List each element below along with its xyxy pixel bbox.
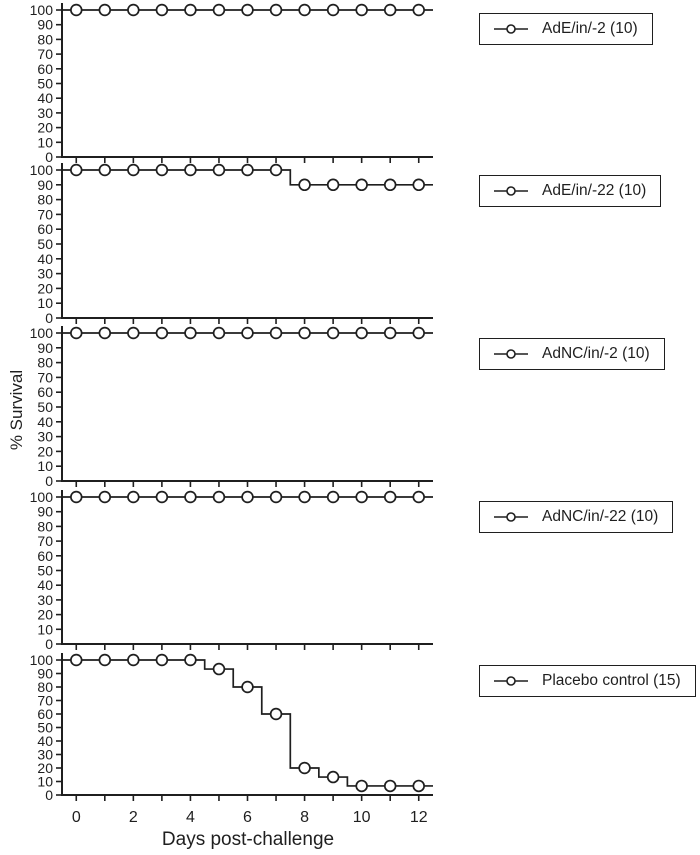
- y-tick-label: 40: [37, 413, 53, 430]
- legend-line-circle-icon: [493, 185, 529, 197]
- data-point-marker: [185, 655, 196, 666]
- y-tick-label: 50: [37, 236, 53, 252]
- data-point-marker: [156, 5, 167, 16]
- y-tick-label: 80: [37, 191, 53, 208]
- data-point-marker: [128, 492, 139, 503]
- axis-spines: [62, 326, 433, 481]
- legend-label: AdE/in/-2 (10): [542, 20, 638, 37]
- y-tick-label: 50: [37, 719, 53, 736]
- axis-spines: [62, 490, 433, 644]
- data-point-marker: [356, 781, 367, 792]
- data-point-marker: [271, 709, 282, 720]
- data-point-marker: [299, 179, 310, 190]
- data-point-marker: [242, 682, 253, 693]
- y-tick-label: 20: [37, 119, 53, 136]
- y-tick-label: 40: [37, 733, 53, 749]
- x-tick-label: 10: [352, 809, 371, 826]
- data-point-marker: [271, 328, 282, 339]
- axis-spines: [62, 653, 433, 795]
- data-point-marker: [385, 179, 396, 190]
- y-tick-label: 60: [37, 384, 53, 401]
- panel-3: [30, 325, 433, 489]
- data-point-marker: [356, 179, 367, 190]
- data-point-marker: [385, 5, 396, 16]
- data-point-marker: [413, 5, 424, 16]
- legend-label: AdE/in/-22 (10): [542, 182, 647, 199]
- data-point-marker: [328, 328, 339, 339]
- survival-step-line: [62, 660, 433, 786]
- data-point-marker: [99, 5, 110, 16]
- legend-line-circle-icon: [493, 23, 529, 35]
- x-tick-label: 4: [185, 809, 195, 826]
- y-tick-label: 10: [37, 134, 53, 151]
- data-point-marker: [299, 328, 310, 339]
- y-tick-label: 50: [37, 399, 53, 415]
- y-tick-label: 40: [37, 250, 53, 267]
- y-tick-label: 30: [37, 104, 53, 121]
- legend-box-adnc-in-2: [479, 338, 665, 370]
- data-point-marker: [156, 165, 167, 176]
- y-tick-label: 20: [37, 280, 53, 297]
- data-point-marker: [413, 781, 424, 792]
- data-point-marker: [71, 165, 82, 176]
- y-tick-label: 20: [37, 443, 53, 460]
- data-point-marker: [356, 5, 367, 16]
- data-point-marker: [99, 328, 110, 339]
- y-tick-label: 10: [37, 773, 53, 790]
- data-point-marker: [413, 328, 424, 339]
- data-point-marker: [299, 763, 310, 774]
- data-point-marker: [413, 179, 424, 190]
- y-tick-label: 20: [37, 760, 53, 776]
- data-point-marker: [242, 5, 253, 16]
- data-point-marker: [185, 492, 196, 503]
- data-point-marker: [128, 328, 139, 339]
- y-tick-label: 0: [45, 473, 53, 489]
- y-tick-label: 70: [37, 692, 53, 709]
- x-tick-label: 8: [300, 809, 310, 826]
- data-point-marker: [385, 328, 396, 339]
- y-tick-label: 90: [37, 339, 53, 356]
- data-point-marker: [242, 165, 253, 176]
- data-point-marker: [299, 5, 310, 16]
- data-point-marker: [156, 492, 167, 503]
- y-tick-label: 80: [37, 31, 53, 48]
- y-tick-label: 70: [37, 206, 53, 223]
- y-tick-label: 30: [37, 428, 53, 445]
- data-point-marker: [214, 165, 225, 176]
- y-tick-label: 30: [37, 746, 53, 763]
- data-point-marker: [242, 492, 253, 503]
- panel-5: [30, 652, 433, 826]
- y-tick-label: 40: [37, 90, 53, 107]
- y-tick-label: 10: [37, 621, 53, 638]
- data-point-marker: [185, 5, 196, 16]
- y-tick-label: 90: [37, 176, 53, 193]
- data-point-marker: [156, 655, 167, 666]
- y-tick-label: 100: [29, 2, 53, 18]
- data-point-marker: [413, 492, 424, 503]
- x-tick-label: 12: [409, 809, 428, 826]
- data-point-marker: [99, 655, 110, 666]
- data-point-marker: [328, 179, 339, 190]
- panel-2: [30, 162, 433, 326]
- panel-1: [30, 2, 433, 165]
- y-tick-label: 0: [45, 310, 53, 326]
- legend-label: Placebo control (15): [542, 672, 681, 689]
- data-point-marker: [328, 5, 339, 16]
- x-axis-title: Days post-challenge: [161, 829, 335, 850]
- y-tick-label: 0: [45, 787, 53, 803]
- legend-line-circle-icon: [493, 348, 529, 360]
- y-tick-label: 60: [37, 706, 53, 722]
- axis-spines: [62, 163, 433, 318]
- y-tick-label: 90: [37, 503, 53, 520]
- y-tick-label: 70: [37, 533, 53, 550]
- y-tick-label: 100: [29, 162, 53, 178]
- y-tick-label: 50: [37, 75, 53, 92]
- data-point-marker: [328, 772, 339, 783]
- y-tick-label: 70: [37, 369, 53, 386]
- y-tick-label: 30: [37, 265, 53, 282]
- y-axis-title: % Survival: [7, 369, 26, 451]
- x-tick-label: 2: [128, 809, 138, 826]
- y-tick-label: 20: [37, 606, 53, 623]
- x-tick-label: 6: [243, 809, 252, 826]
- data-point-marker: [214, 328, 225, 339]
- data-point-marker: [71, 655, 82, 666]
- data-point-marker: [185, 328, 196, 339]
- data-point-marker: [214, 5, 225, 16]
- legend-box-adnc-in-22: [479, 501, 673, 533]
- y-tick-label: 100: [29, 652, 53, 668]
- data-point-marker: [242, 328, 253, 339]
- y-tick-label: 100: [29, 325, 53, 341]
- data-point-marker: [271, 5, 282, 16]
- legend-label: AdNC/in/-22 (10): [542, 508, 659, 525]
- data-point-marker: [271, 165, 282, 176]
- y-tick-label: 30: [37, 591, 53, 608]
- x-tick-label: 0: [71, 809, 81, 826]
- legend-line-circle-icon: [493, 675, 529, 687]
- y-tick-label: 80: [37, 679, 53, 695]
- y-tick-label: 80: [37, 354, 53, 371]
- panel-4: [30, 489, 433, 652]
- legend-line-circle-icon: [493, 511, 529, 523]
- data-point-marker: [299, 492, 310, 503]
- y-tick-label: 10: [37, 295, 53, 312]
- data-point-marker: [356, 492, 367, 503]
- data-point-marker: [128, 655, 139, 666]
- y-tick-label: 0: [45, 149, 53, 165]
- data-point-marker: [356, 328, 367, 339]
- data-point-marker: [99, 492, 110, 503]
- data-point-marker: [99, 165, 110, 176]
- y-tick-label: 60: [37, 221, 53, 238]
- data-point-marker: [328, 492, 339, 503]
- data-point-marker: [385, 781, 396, 792]
- y-tick-label: 80: [37, 518, 53, 535]
- y-tick-label: 50: [37, 562, 53, 579]
- data-point-marker: [185, 165, 196, 176]
- legend-box-ade-in-2: [479, 13, 653, 45]
- legend-box-ade-in-22: [479, 175, 661, 207]
- data-point-marker: [156, 328, 167, 339]
- legend-box-placebo-control: [479, 665, 696, 697]
- y-tick-label: 10: [37, 458, 53, 475]
- y-tick-label: 100: [29, 489, 53, 505]
- data-point-marker: [128, 165, 139, 176]
- data-point-marker: [214, 664, 225, 675]
- axis-spines: [62, 3, 433, 157]
- data-point-marker: [214, 492, 225, 503]
- data-point-marker: [271, 492, 282, 503]
- y-tick-label: 90: [37, 16, 53, 33]
- y-tick-label: 60: [37, 60, 53, 77]
- y-tick-label: 60: [37, 547, 53, 564]
- y-tick-label: 90: [37, 665, 53, 682]
- y-tick-label: 0: [45, 636, 53, 652]
- data-point-marker: [71, 328, 82, 339]
- legend-label: AdNC/in/-2 (10): [542, 345, 650, 362]
- y-tick-label: 70: [37, 46, 53, 63]
- data-point-marker: [385, 492, 396, 503]
- data-point-marker: [71, 492, 82, 503]
- data-point-marker: [71, 5, 82, 16]
- y-tick-label: 40: [37, 577, 53, 594]
- data-point-marker: [128, 5, 139, 16]
